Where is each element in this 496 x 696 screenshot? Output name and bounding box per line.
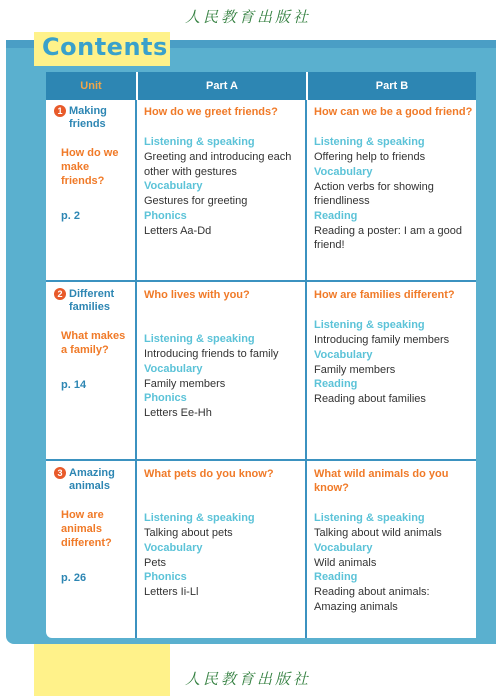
skill-heading: Vocabulary (144, 180, 203, 192)
skill-heading: Vocabulary (314, 165, 373, 178)
contents-table (46, 72, 476, 638)
skill-heading: Listening & speaking (144, 136, 255, 148)
skill-text: Reading about animals: Amazing animals (314, 586, 430, 613)
part-a-cell (144, 288, 306, 421)
table-header (46, 72, 476, 100)
part-a-question: How do we greet friends? (144, 106, 278, 118)
skill-text: Letters Aa-Dd (144, 224, 212, 237)
unit-number-badge: 1 (54, 105, 66, 117)
unit-page-link[interactable]: p. 14 (61, 379, 87, 391)
part-a-skills (144, 332, 306, 421)
skill-text: Family members (314, 363, 396, 376)
column-divider (135, 100, 137, 638)
skill-heading: Listening & speaking (144, 512, 255, 524)
skill-heading: Listening & speaking (144, 333, 255, 345)
unit-name[interactable] (54, 467, 134, 493)
skill-text: Pets (144, 556, 167, 569)
skill-heading: Vocabulary (144, 541, 203, 554)
unit-name-text: Different families (69, 288, 115, 313)
unit-cell (54, 105, 134, 222)
skill-text: Wild animals (314, 556, 377, 569)
column-header-part-a: Part A (136, 72, 306, 100)
part-a-skills (144, 511, 306, 600)
row-divider (46, 459, 476, 461)
column-header-part-b: Part B (306, 72, 476, 100)
skill-text: Talking about pets (144, 527, 233, 539)
unit-question: How are animals different? (61, 509, 112, 549)
page-title: Contents (42, 33, 168, 61)
skill-heading: Phonics (144, 571, 187, 583)
row-divider (46, 280, 476, 282)
skill-heading: Reading (314, 209, 358, 222)
part-b-skills (314, 511, 474, 614)
part-b-question: How are families different? (314, 289, 455, 301)
skill-text: Family members (144, 377, 226, 390)
part-a-skills (144, 135, 306, 238)
skill-heading: Phonics (144, 392, 187, 404)
part-a-cell (144, 105, 306, 238)
skill-heading: Vocabulary (144, 362, 203, 375)
publisher-logo-bottom: 人民教育出版社 (184, 670, 311, 688)
part-b-question: What wild animals do you know? (314, 468, 449, 494)
unit-page-link[interactable]: p. 2 (61, 210, 80, 222)
skill-text: Offering help to friends (314, 151, 426, 163)
skill-heading: Reading (314, 571, 358, 583)
publisher-logo-top: 人民教育出版社 (184, 8, 311, 26)
unit-name[interactable] (54, 288, 134, 314)
unit-cell (54, 288, 134, 391)
skill-text: Reading about families (314, 393, 426, 405)
part-b-cell (314, 467, 474, 614)
part-a-question: What pets do you know? (144, 468, 274, 480)
unit-question: What makes a family? (61, 330, 126, 356)
unit-number-badge: 3 (54, 467, 66, 479)
part-b-skills (314, 318, 474, 407)
skill-heading: Listening & speaking (314, 319, 425, 331)
unit-number-badge: 2 (54, 288, 66, 300)
skill-text: Greeting and introducing each other with gestures (144, 151, 292, 178)
part-b-skills (314, 135, 474, 253)
skill-heading: Vocabulary (314, 541, 373, 554)
skill-heading: Listening & speaking (314, 136, 425, 148)
part-b-cell (314, 288, 474, 407)
part-a-question: Who lives with you? (144, 289, 250, 301)
skill-heading: Vocabulary (314, 348, 373, 361)
skill-text: Introducing family members (314, 334, 450, 346)
unit-name-text: Amazing animals (69, 467, 115, 492)
skill-text: Introducing friends to family (144, 348, 279, 360)
unit-name[interactable] (54, 105, 134, 131)
right-edge-strip (476, 72, 496, 638)
title-tab (34, 32, 170, 66)
skill-text: Reading a poster: I am a good friend! (314, 224, 462, 251)
unit-name-text: Making friends (69, 105, 107, 130)
part-b-question: How can we be a good friend? (314, 106, 473, 118)
skill-text: Action verbs for showing friendliness (314, 180, 434, 207)
skill-text: Letters Ii-Ll (144, 586, 199, 598)
skill-heading: Phonics (144, 209, 187, 222)
unit-cell (54, 467, 134, 584)
part-b-cell (314, 105, 474, 253)
column-header-unit: Unit (80, 80, 102, 92)
skill-heading: Reading (314, 378, 358, 390)
skill-text: Gestures for greeting (144, 195, 248, 207)
skill-heading: Listening & speaking (314, 512, 425, 524)
unit-page-link[interactable]: p. 26 (61, 572, 87, 584)
unit-question: How do we make friends? (61, 147, 119, 187)
part-a-cell (144, 467, 306, 600)
skill-text: Letters Ee-Hh (144, 407, 212, 419)
skill-text: Talking about wild animals (314, 527, 442, 539)
